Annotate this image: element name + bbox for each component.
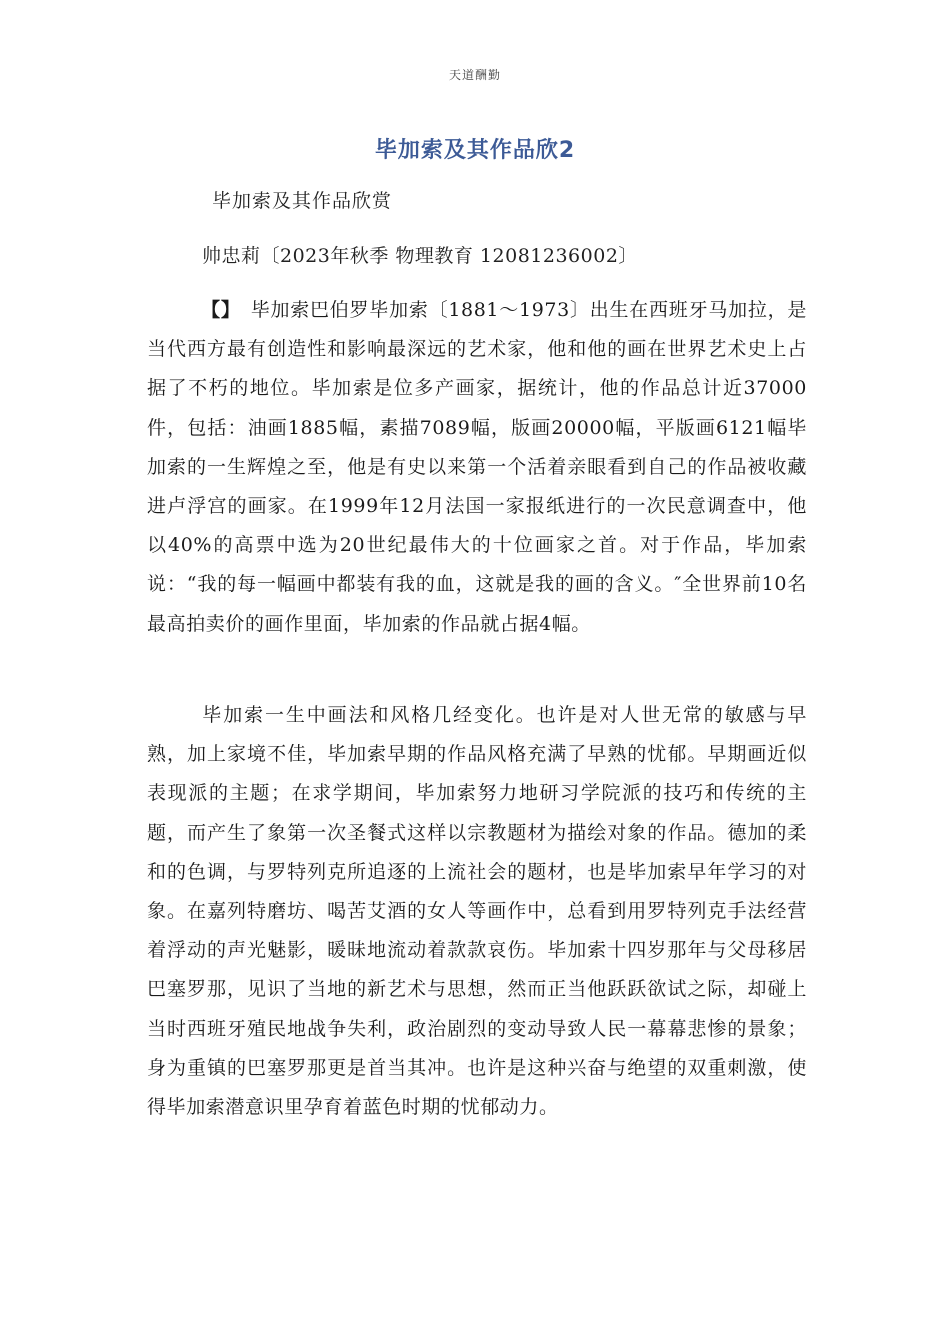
paragraph-style-change-text: 毕加索一生中画法和风格几经变化。也许是对人世无常的敏感与早熟，加上家境不佳，毕加索早期的作品风格充满了早熟的忧郁。早期画近似表现派的主题；在求学期间，毕加索努力地研习学院派的技巧和传统的主题，而产生了象第一次圣餐式这样以宗教题材为描绘对象的作品。德加的柔和的色调，与罗特列克所追逐的上流社会的题材，也是毕加索早年学习的对象。在嘉列特磨坊、喝苦艾酒的女人等画作中，总看到用罗特列克手法经营着浮动的声光魅影，暖昧地流动着款款哀伤。毕加索十四岁那年与父母移居巴塞罗那，见识了当地的新艺术与思想，然而正当他跃跃欲试之际，却碰上当时西班牙殖民地战争失利，政治剧烈的变动导致人民一幕幕悲惨的景象；身为重镇的巴塞罗那更是首当其冲。也许是这种兴奋与绝望的双重刺激，使得毕加索潜意识里孕育着蓝色时期的忧郁动力。	[147, 704, 807, 1119]
lead-bracket: 【】	[201, 299, 241, 321]
document-subtitle: 毕加索及其作品欣赏	[212, 190, 393, 212]
document-title: 毕加索及其作品欣2	[374, 138, 576, 163]
author-line: 帅忠莉〔2023年秋季 物理教育 12081236002〕	[202, 245, 638, 267]
paragraph-style-change	[147, 696, 807, 1127]
paragraph-intro	[147, 291, 807, 644]
page-header: 天道酬勤	[448, 68, 501, 82]
paragraph-intro-text: 毕加索巴伯罗毕加索〔1881～1973〕出生在西班牙马加拉，是当代西方最有创造性和影响最深远的艺术家，他和他的画在世界艺术史上占据了不朽的地位。毕加索是位多产画家，据统计，他的作品总计近37000件，包括：油画1885幅，素描7089幅，版画20000幅，平版画6121幅毕加索的一生辉煌之至，他是有史以来第一个活着亲眼看到自己的作品被收藏进卢浮宫的画家。在1999年12月法国一家报纸进行的一次民意调查中，他以40%的高票中选为20世纪最伟大的十位画家之首。对于作品，毕加索说：“我的每一幅画中都装有我的血，这就是我的画的含义。″全世界前10名最高拍卖价的画作里面，毕加索的作品就占据4幅。	[147, 299, 807, 635]
